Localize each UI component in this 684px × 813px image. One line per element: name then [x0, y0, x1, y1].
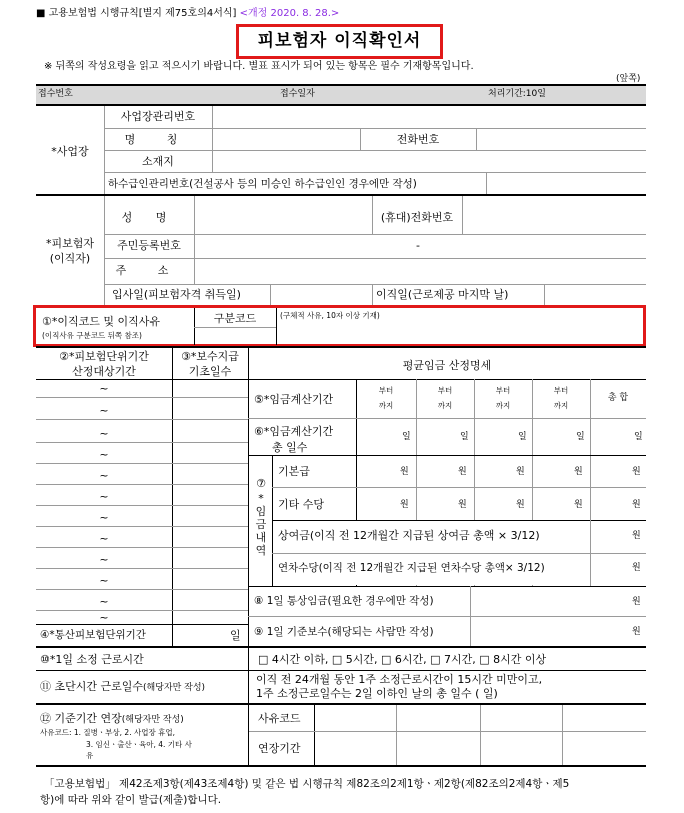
base-pay-label: 기본급 — [278, 465, 310, 478]
days-unit-1: 일 — [402, 432, 411, 442]
period-row-6[interactable]: ~ — [99, 490, 109, 503]
short-time-line-1: 이직 전 24개월 동안 1주 소정근로시간이 15시간 미만이고, — [256, 673, 543, 686]
reason-code-label: 구분코드 — [213, 312, 257, 325]
period-row-9[interactable]: ~ — [99, 553, 109, 566]
wage-detail-label-6: 역 — [255, 544, 267, 557]
days-unit-4: 일 — [576, 432, 585, 442]
mgmt-number-label: 사업장관리번호 — [120, 110, 196, 123]
insured-mobile-label: (휴대)전화번호 — [380, 211, 454, 224]
revision-date: <개정 2020. 8. 28.> — [239, 8, 340, 19]
wage-days-sub: 총 일수 — [272, 441, 308, 454]
reason-detail-hint: (구체적 사유, 10자 이상 기재) — [280, 311, 380, 320]
reason-label: ①*이직코드 및 이직사유 — [42, 315, 160, 328]
won-base-daily: 원 — [632, 627, 641, 637]
to-label-2: 까지 — [437, 401, 453, 410]
form-regulation: ■ 고용보험법 시행규칙[별지 제75호의4서식] <개정 2020. 8. 28.> — [36, 8, 340, 19]
wage-detail-label-1: ⑦ — [256, 477, 266, 490]
period-row-11[interactable]: ~ — [99, 595, 109, 608]
period-row-1[interactable]: ~ — [99, 382, 109, 395]
annual-leave-label: 연차수당(이직 전 12개월간 지급된 연차수당 총액× 3/12) — [278, 562, 545, 574]
pay-days-sub: 기초일수 — [188, 365, 232, 378]
normal-daily-wage-label: ⑧ 1일 통상임금(필요한 경우에만 작성) — [254, 595, 434, 607]
base-daily-pay-label: ⑨ 1일 기준보수(해당되는 사람만 작성) — [254, 626, 434, 638]
to-label-4: 까지 — [553, 401, 569, 410]
insured-section-sub: (이직자) — [49, 252, 91, 265]
leave-date-label: 이직일(근로제공 마지막 날) — [376, 288, 509, 301]
reason-sub-label: (이직사유 구분코드 뒤쪽 참조) — [42, 331, 142, 340]
wage-detail-label-3: 임 — [255, 505, 267, 518]
period-row-4[interactable]: ~ — [99, 448, 109, 461]
insured-period-sub: 산정대상기간 — [72, 365, 136, 378]
workplace-section-label: *사업장 — [51, 145, 89, 158]
workplace-address-label: 소재지 — [142, 155, 174, 168]
period-row-8[interactable]: ~ — [99, 532, 109, 545]
receipt-date-label: 접수일자 — [280, 89, 315, 99]
period-row-2[interactable]: ~ — [99, 404, 109, 417]
extension-codes-3: 유 — [86, 751, 94, 760]
workplace-name-label: 명 칭 — [124, 133, 192, 146]
wage-period-label: ⑤*임금계산기간 — [254, 393, 334, 406]
days-unit-3: 일 — [518, 432, 527, 442]
work-hours-options[interactable]: □ 4시간 이하, □ 5시간, □ 6시간, □ 7시간, □ 8시간 이상 — [258, 653, 547, 666]
won-base-2: 원 — [458, 467, 467, 477]
won-other-4: 원 — [574, 500, 583, 510]
period-row-12[interactable]: ~ — [99, 611, 109, 624]
footer-line-2: 항)에 따라 위와 같이 발급(제출)합니다. — [40, 794, 222, 806]
period-row-3[interactable]: ~ — [99, 427, 109, 440]
workplace-phone-label: 전화번호 — [396, 133, 440, 146]
won-base-3: 원 — [516, 467, 525, 477]
notice-text: ※ 뒤쪽의 작성요령을 읽고 적으시기 바랍니다. 별표 표시가 되어 있는 항목은 필수 기재항목입니다. — [44, 61, 474, 72]
from-label-1: 부터 — [378, 386, 394, 395]
won-other-1: 원 — [400, 500, 409, 510]
extension-label: ⑫ 기준기간 연장(해당자만 작성) — [40, 712, 184, 725]
extension-code-label: 사유코드 — [258, 712, 301, 725]
extension-codes-2: 3. 임신ㆍ출산ㆍ육아, 4. 기타 사 — [86, 740, 192, 749]
won-base-4: 원 — [574, 467, 583, 477]
period-row-7[interactable]: ~ — [99, 511, 109, 524]
won-other-3: 원 — [516, 500, 525, 510]
total-period-label: ④*통산피보험단위기간 — [40, 629, 146, 641]
to-label-1: 까지 — [378, 401, 394, 410]
won-base-1: 원 — [400, 467, 409, 477]
from-label-4: 부터 — [553, 386, 569, 395]
insured-section-label: *피보험자 — [45, 237, 94, 250]
won-normal: 원 — [632, 597, 641, 607]
receipt-number-label: 접수번호 — [38, 89, 73, 99]
pay-days-label: ③*보수지급 — [181, 350, 239, 363]
wage-table-title: 평균임금 산정명세 — [402, 359, 492, 372]
total-period-day-unit: 일 — [230, 629, 241, 642]
page-side-label: (앞쪽) — [616, 74, 641, 84]
join-date-label: 입사일(피보험자격 취득일) — [112, 288, 241, 301]
short-time-line-2[interactable]: 1주 소정근로일수는 2일 이하인 날의 총 일수 ( 일) — [256, 687, 498, 700]
wage-detail-label-2: * — [258, 492, 264, 505]
insured-name-label: 성 명 — [121, 211, 177, 224]
work-hours-label: ⑩*1일 소정 근로시간 — [40, 653, 144, 666]
subcontractor-number-label: 하수급인관리번호(건설공사 등의 미승인 하수급인인 경우에만 작성) — [108, 178, 417, 190]
period-row-5[interactable]: ~ — [99, 469, 109, 482]
processing-period-label: 처리기간:10일 — [488, 89, 546, 99]
form-title: 피보험자 이직확인서 — [257, 31, 422, 51]
period-row-10[interactable]: ~ — [99, 574, 109, 587]
insured-period-label: ②*피보험단위기간 — [59, 350, 149, 363]
other-allowance-label: 기타 수당 — [278, 498, 325, 511]
from-label-3: 부터 — [495, 386, 511, 395]
won-base-5: 원 — [632, 467, 641, 477]
footer-line-1: 「고용보험법」 제42조제3항(제43조제4항) 및 같은 법 시행규칙 제82조의2제1항ㆍ제2항(제82조의2제4항ㆍ제5 — [44, 778, 570, 790]
receipt-row — [36, 85, 646, 104]
wage-detail-label-4: 금 — [255, 518, 267, 531]
rrn-dash: - — [416, 239, 420, 252]
total-sum-label: 총 합 — [607, 393, 629, 403]
rrn-label: 주민등록번호 — [117, 239, 181, 252]
won-annual: 원 — [632, 563, 641, 573]
short-time-label: ⑪ 초단시간 근로일수(해당자만 작성) — [40, 680, 206, 693]
extension-period-label: 연장기간 — [258, 742, 301, 755]
insured-address-label: 주 소 — [115, 264, 183, 277]
won-other-2: 원 — [458, 500, 467, 510]
wage-days-label: ⑥*임금계산기간 — [254, 425, 334, 438]
days-unit-2: 일 — [460, 432, 469, 442]
won-bonus: 원 — [632, 531, 641, 541]
bonus-label: 상여금(이직 전 12개월간 지급된 상여금 총액 × 3/12) — [278, 529, 540, 542]
to-label-3: 까지 — [495, 401, 511, 410]
wage-detail-label-5: 내 — [255, 531, 267, 544]
extension-codes-1: 사유코드: 1. 질병ㆍ부상, 2. 사업장 휴업, — [40, 728, 175, 737]
won-other-5: 원 — [632, 500, 641, 510]
from-label-2: 부터 — [437, 386, 453, 395]
days-unit-5: 일 — [634, 432, 643, 442]
